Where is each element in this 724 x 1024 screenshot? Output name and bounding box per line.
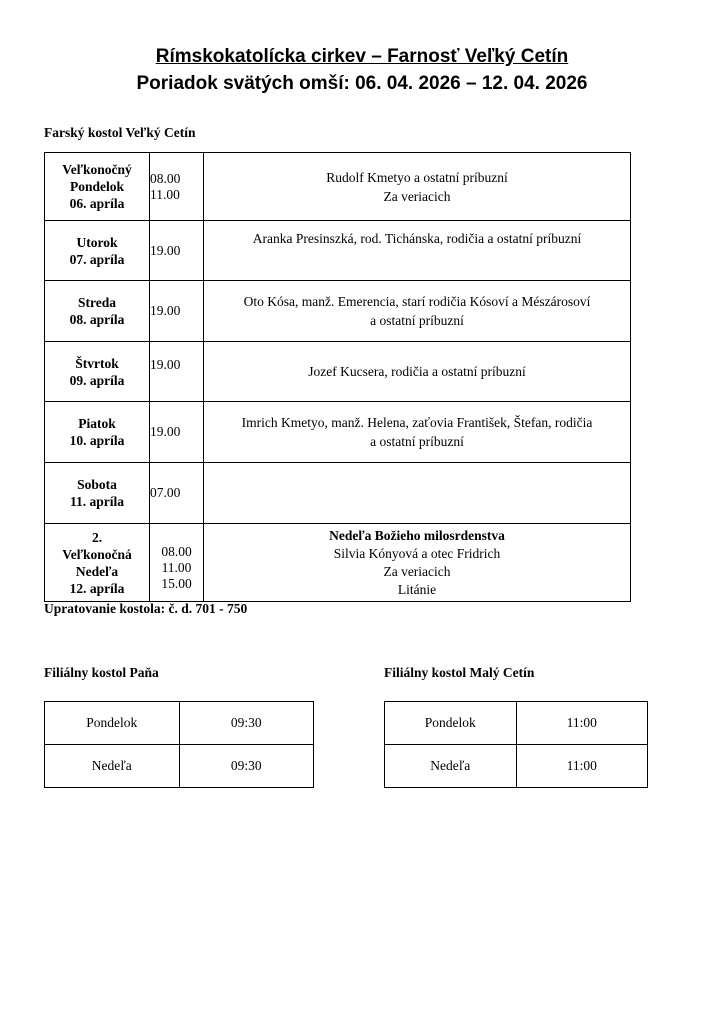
table-row — [45, 702, 314, 745]
main-church-label: Farský kostol Veľký Cetín — [44, 125, 196, 140]
time-cell — [150, 463, 204, 524]
page-title: Rímskokatolícka cirkev – Farnosť Veľký Cetín — [155, 46, 569, 67]
intention-line: Rudolf Kmetyo a ostatní príbuzní — [326, 169, 508, 185]
table-row — [45, 402, 631, 463]
intention-line: Oto Kósa, manž. Emerencia, starí rodičia Kósoví a Mészárosoví — [243, 294, 591, 309]
mass-time: 19.00 — [150, 424, 181, 439]
intention-cell — [204, 221, 631, 281]
mass-time: 07.00 — [150, 485, 181, 500]
intention-cell — [204, 402, 631, 463]
day-line: 08. apríla — [69, 312, 125, 327]
table-row — [45, 463, 631, 524]
intention-line: Litánie — [397, 581, 437, 597]
intention-line: Imrich Kmetyo, manž. Helena, zaťovia František, Štefan, rodičia — [241, 415, 593, 430]
day-cell — [45, 342, 150, 402]
time-cell — [150, 402, 204, 463]
day-line: Streda — [77, 295, 116, 310]
table-row — [45, 745, 314, 788]
maly-cetin-church-label: Filiálny kostol Malý Cetín — [384, 665, 535, 680]
day-cell — [45, 221, 150, 281]
intention-cell — [204, 342, 631, 402]
time-cell — [150, 524, 204, 602]
pana-schedule-table — [44, 701, 314, 788]
intention-cell — [204, 153, 631, 221]
table-row — [385, 745, 648, 788]
pana-church-label: Filiálny kostol Paňa — [44, 665, 159, 680]
time-cell: 11:00 — [516, 702, 648, 745]
day-cell: Nedeľa — [45, 745, 180, 788]
intention-line: Za veriacich — [383, 188, 451, 204]
day-line: Štvrtok — [75, 355, 119, 371]
day-line: Pondelok — [69, 179, 124, 194]
day-line: 11. apríla — [69, 494, 124, 509]
page-subtitle: Poriadok svätých omší: 06. 04. 2026 – 12. 04. 2026 — [136, 73, 588, 94]
mass-time: 15.00 — [161, 576, 192, 591]
table-row — [45, 281, 631, 342]
intention-cell — [204, 463, 631, 524]
day-line: Veľkonočný — [62, 162, 132, 177]
intention-title: Nedeľa Božieho milosrdenstva — [329, 527, 505, 543]
day-line: 12. apríla — [69, 580, 125, 596]
intention-line: a ostatní príbuzní — [370, 434, 464, 449]
intention-line: a ostatní príbuzní — [370, 313, 464, 328]
day-line: 06. apríla — [69, 196, 125, 211]
day-line: Nedeľa — [75, 563, 119, 579]
day-line: Veľkonočná — [62, 546, 132, 562]
main-schedule-table — [44, 152, 631, 602]
intention-line: Za veriacich — [383, 563, 451, 579]
day-line: Sobota — [77, 477, 117, 492]
intention-line: Jozef Kucsera, rodičia a ostatní príbuzní — [308, 364, 526, 379]
day-cell: Pondelok — [45, 702, 180, 745]
day-cell: Pondelok — [385, 702, 517, 745]
time-cell — [150, 342, 204, 402]
maly-cetin-schedule-table — [384, 701, 648, 788]
day-cell — [45, 463, 150, 524]
time-cell: 11:00 — [516, 745, 648, 788]
day-line: 07. apríla — [69, 251, 125, 267]
mass-time: 08.00 — [150, 170, 181, 186]
table-row — [45, 524, 631, 602]
day-cell — [45, 524, 150, 602]
time-cell — [150, 281, 204, 342]
day-cell: Nedeľa — [385, 745, 517, 788]
day-cell — [45, 402, 150, 463]
mass-time: 08.00 — [161, 544, 192, 559]
day-cell — [45, 153, 150, 221]
intention-cell — [204, 281, 631, 342]
day-line: Piatok — [78, 416, 116, 431]
time-cell: 09:30 — [179, 745, 314, 788]
day-line: 2. — [91, 529, 103, 545]
table-row — [45, 153, 631, 221]
mass-time: 11.00 — [150, 186, 180, 202]
mass-time: 19.00 — [150, 303, 181, 318]
day-line: 10. apríla — [69, 433, 125, 448]
time-cell — [150, 221, 204, 281]
day-line: 09. apríla — [69, 372, 125, 388]
time-cell — [150, 153, 204, 221]
time-cell: 09:30 — [179, 702, 314, 745]
cleaning-note: Upratovanie kostola: č. d. 701 - 750 — [44, 601, 248, 616]
table-row — [385, 702, 648, 745]
day-line: Utorok — [76, 234, 118, 250]
mass-time: 19.00 — [150, 357, 181, 372]
mass-time: 11.00 — [161, 560, 192, 575]
mass-time: 19.00 — [150, 243, 181, 258]
intention-line: Aranka Presinszká, rod. Tichánska, rodičia a ostatní príbuzní — [252, 231, 582, 246]
intention-line: Silvia Kónyová a otec Fridrich — [333, 545, 501, 561]
table-row — [45, 221, 631, 281]
day-cell — [45, 281, 150, 342]
intention-cell — [204, 524, 631, 602]
table-row — [45, 342, 631, 402]
